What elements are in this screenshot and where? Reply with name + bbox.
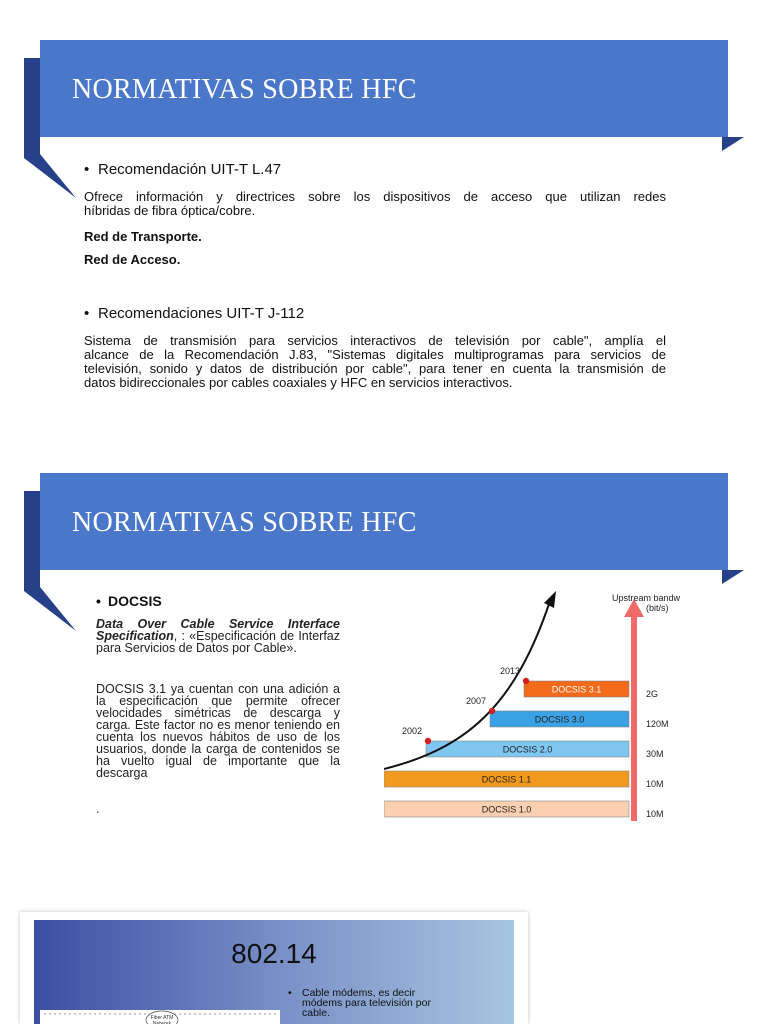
slide-3-bullet: • Cable módems, es decir módems para televisión por cable. — [288, 987, 431, 1019]
slide-2 — [24, 473, 744, 833]
bullet-recomendaciones-j112: • Recomendaciones UIT-T J-112 — [84, 305, 305, 322]
paragraph-l47: Ofrece información y directrices sobre los dispositivos de acceso que utilizan redes híbridas de fibra óptica/cobre. — [84, 189, 666, 218]
milestone-point — [425, 738, 431, 744]
bullet-recomendacion-l47: • Recomendación UIT-T L.47 — [84, 161, 282, 178]
milestone-point — [523, 678, 529, 684]
docsis-evolution-chart — [384, 591, 706, 821]
bandwidth-label: 2G — [646, 689, 659, 699]
paragraph-j112: Sistema de transmisión para servicios interactivos de televisión por cable", amplía el alcance de la Recomendación J.83, "Sistemas digitales multiprogramas para servicios de televisión, sonido y datos de distribución por cable", para tener en cuenta la transmisión de datos bidireccionales por cables coaxiales y HFC en servicios interactivos. — [84, 333, 666, 390]
slide-1 — [24, 40, 744, 420]
bandwidth-label: 30M — [646, 749, 664, 759]
bar-label: DOCSIS 1.1 — [481, 774, 532, 785]
bandwidth-label: 10M — [646, 809, 664, 819]
year-label: 2002 — [402, 726, 423, 736]
network-diagram — [40, 1006, 280, 1024]
bar-label: DOCSIS 2.0 — [502, 744, 553, 755]
trailing-dot: . — [96, 802, 100, 816]
red-de-transporte: Red de Transporte. — [84, 229, 202, 244]
slide-3-thumbnail — [20, 912, 528, 1024]
bandwidth-label: 10M — [646, 779, 664, 789]
curve-arrowhead — [544, 591, 556, 608]
ribbon-fold-right — [722, 570, 744, 584]
red-de-acceso: Red de Acceso. — [84, 252, 181, 267]
svg-text:Network: Network — [152, 1021, 172, 1024]
slide-3-title: 802.14 — [231, 938, 317, 969]
title-ribbon — [40, 473, 728, 570]
year-label: 2007 — [466, 696, 487, 706]
year-label: 2013 — [500, 666, 521, 676]
chart-bars — [384, 681, 629, 817]
docsis-heading: • DOCSIS — [96, 593, 162, 609]
slide-title: NORMATIVAS SOBRE HFC — [72, 74, 417, 105]
slide-3-background — [34, 920, 514, 1024]
docsis-definition: Data Over Cable Service Interface Specification, : «Especificación de Interfaz para Servicios de Datos por Cable». — [96, 617, 340, 655]
chart-bandwidth-labels — [646, 689, 669, 819]
milestone-point — [489, 708, 495, 714]
bar-label: DOCSIS 3.1 — [551, 684, 602, 695]
docsis-paragraph: DOCSIS 3.1 ya cuentan con una adición a la especificación que permite ofrecer velocidades simétricas de descarga y carga. Este factor no es menor teniendo en cuenta los nuevos hábitos de uso de los usuarios, donde la carga de contenidos se ha vuelto igual de importante que la descarga — [96, 682, 340, 780]
axis-label-line1: Upstream bandw — [612, 593, 681, 603]
ribbon-fold-right — [722, 137, 744, 151]
title-ribbon — [40, 40, 728, 137]
bandwidth-label: 120M — [646, 719, 669, 729]
axis-label-line2: (bit/s) — [646, 603, 669, 613]
slide-title: NORMATIVAS SOBRE HFC — [72, 507, 417, 538]
bar-label: DOCSIS 1.0 — [481, 804, 532, 815]
bar-label: DOCSIS 3.0 — [534, 714, 585, 725]
svg-text:Fiber ATM: Fiber ATM — [150, 1015, 174, 1021]
